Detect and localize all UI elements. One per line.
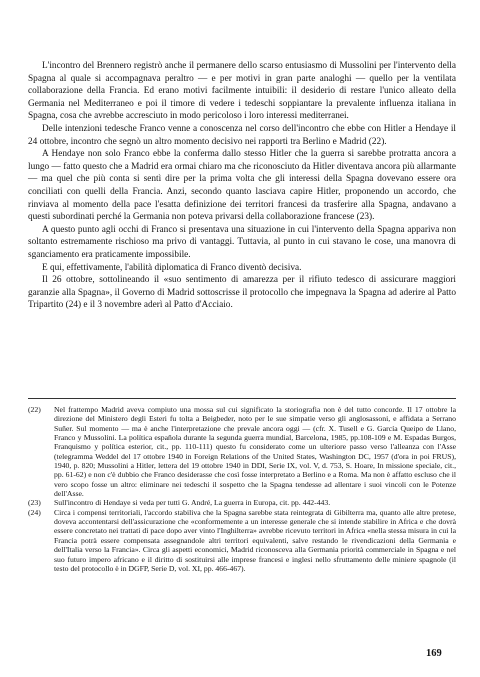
footnote (28, 498, 456, 507)
footnote-divider (28, 398, 456, 399)
paragraph: E qui, effettivamente, l'abilità diplomatica di Franco diventò decisiva. (42, 262, 302, 273)
footnote-number: (23) (28, 498, 41, 508)
paragraph: Il 26 ottobre, sottolineando il «suo sentimento di amarezza per il rifiuto tedesco di assicurare maggiori garanzie alla Spagna», il Governo di Madrid sottoscrisse il protocollo che impegnava la Spagna ad aderire al Patto Tripartito (24) e il 3 novembre aderì al Patto d'Acciaio. (28, 275, 456, 311)
footnote (28, 508, 456, 573)
footnote-number: (22) (28, 405, 41, 414)
paragraph: A Hendaye non solo Franco ebbe la conferma dallo stesso Hitler che la guerra si sarebbe protratta ancora a lungo — fatto questo che a Madrid era ormai chiaro ma che riconosciuto da Hitler diventava ancora più allarmante — ma quel che più conta si sentì dire per la prima volta che gli interessi della Spagna dovevano essere ora conciliati con quelli della Francia. Anzi, secondo quanto lasciava capire Hitler, proponendo un accordo, che rinviava al momento della pace l'esatta definizione dei territori francesi da trasferire alla Spagna, andavano a questi subordinati perché la Germania non poteva privarsi della collaborazione francese (23). (28, 149, 456, 223)
paragraph: Delle intenzioni tedesche Franco venne a conoscenza nel corso dell'incontro che ebbe con Hitler a Hendaye il 24 ottobre, incontro che segnò un altro momento decisivo nei rapporti tra Berlino e Madrid (22). (28, 123, 456, 147)
footnote-text: Sull'incontro di Hendaye si veda per tutti G. André, La guerra in Europa, cit. pp. 442-443. (54, 498, 331, 508)
paragraph: A questo punto agli occhi di Franco si presentava una situazione in cui l'intervento della Spagna appariva non soltanto estremamente rischioso ma privo di vantaggi. Tuttavia, al punto in cui stavano le cose, una manovra di sganciamento era praticamente impossibile. (28, 224, 456, 260)
footnote-text: Nel frattempo Madrid aveva compiuto una mossa sul cui significato la storiografia non è del tutto concorde. Il 17 ottobre la direzione del Ministero degli Esteri fu tolta a Beigbeder, noto per le sue simpatie verso gli anglosassoni, e affidata a Serrano Suñer. Sul momento — ma è anche l'interpretazione che prevale ancora oggi — (cfr. X. Tusell e G. García Queipo de Llano, Franco y Mussolini. La política española durante la segunda guerra mundial, Barcelona, 1985, pp.108-109 e M. Espadas Burgos, Franquismo y política esterior, cit., pp. 110-111) questo fu considerato come un ulteriore passo verso l'alleanza con l'Asse (telegramma Weddel del 17 ottobre 1940 in Foreign Relations of the United States, Washington DC, 1957 (d'ora in poi FRUS), 1940, p. 820; Mussolini a Hitler, lettera del 19 ottobre 1940 in DDI, Serie IX, vol. V, d. 753, S. Hoare, In missione speciale, cit., pp. 61-62) e non c'è dubbio che Franco desiderasse che così fosse interpretato a Berlino e a Roma. Ma non è affatto escluso che il vero scopo fosse un altro: eliminare nei tedeschi il sospetto che la Spagna tendesse ad allentare i suoi vincoli con le Potenze dell'Asse. (54, 405, 456, 499)
footnote-number: (24) (28, 507, 41, 517)
footnotes (28, 405, 456, 573)
footnote (28, 405, 456, 498)
paragraph: L'incontro del Brennero registrò anche il permanere dello scarso entusiasmo di Mussolini per l'intervento della Spagna al quale si accompagnava peraltro — e per motivi in gran parte analoghi — quello per la ventilata collaborazione della Francia. Ed erano motivi facilmente intuibili: il desiderio di restare l'unico alleato della Germania nel Mediterraneo e poi il timore di vedere i tedeschi soppiantare la prevalente influenza italiana in Spagna, cosa che avrebbe accresciuto in modo pericoloso i loro interessi mediterranei. (28, 61, 456, 122)
page-number: 169 (426, 648, 442, 659)
main-text (28, 60, 456, 312)
footnote-text: Circa i compensi territoriali, l'accordo stabiliva che la Spagna sarebbe stata reintegrata di Gibilterra ma, quanto alle altre pretese, doveva accontentarsi dell'assicurazione che «conformemente a un interesse generale che si intende stabilire in Africa e che dovrà essere concretato nei trattati di pace dopo aver vinto l'Inghilterra» avrebbe ricevuto territori in Africa «nella stessa misura in cui la Francia potrà essere compensata assegnandole altri territori equivalenti, salve restando le rivendicazioni della Germania e dell'Italia verso la Francia». Circa gli aspetti economici, Madrid riconosceva alla Germania priorità commerciale in Spagna e nel suo futuro impero africano e il diritto di sostituirsi alle imprese francesi e inglesi nello sfruttamento delle miniere spagnole (il testo del protocollo è in DGFP, Serie D, vol. XI, pp. 466-467). (54, 507, 456, 573)
